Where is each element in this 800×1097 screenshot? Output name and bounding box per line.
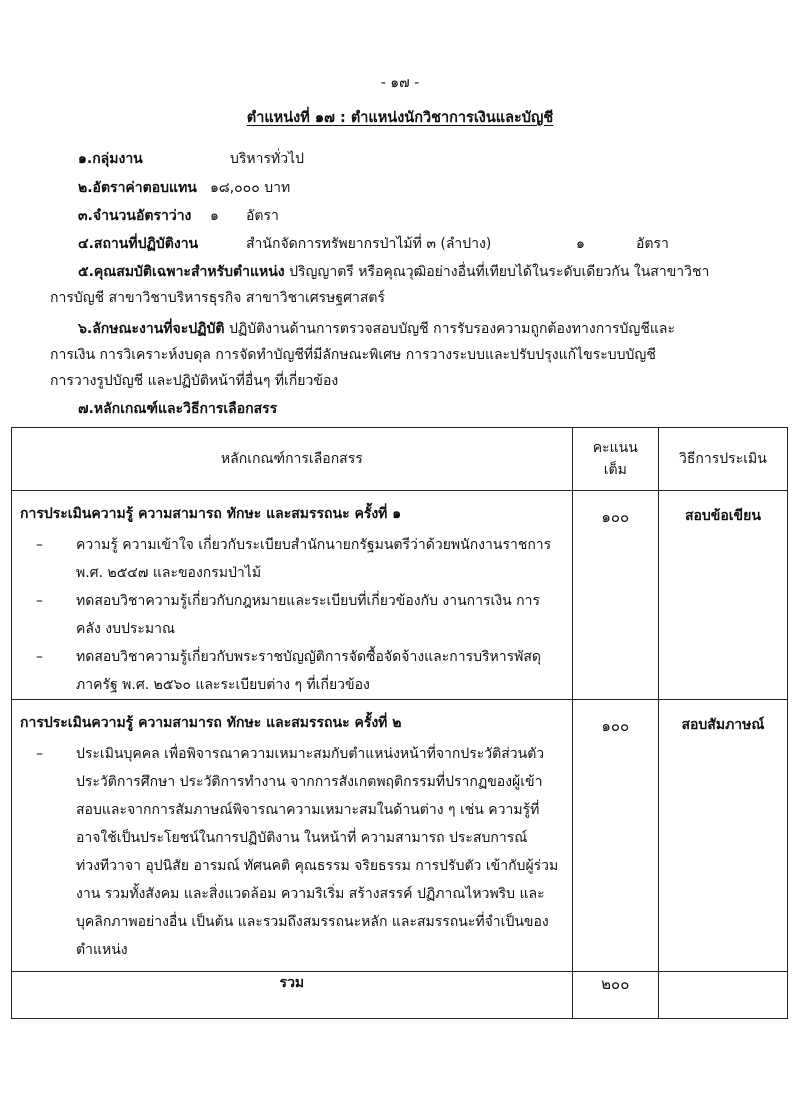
- total-method-cell: [658, 972, 787, 1019]
- field-vacancies: [78, 205, 279, 227]
- section-title: การประเมินความรู้ ความสามารถ ทักษะ และสมรรถนะ ครั้งที่ ๑: [20, 506, 402, 522]
- method-value: สอบสัมภาษณ์: [681, 717, 765, 733]
- field-workplace: [78, 233, 669, 255]
- field-qualification-line1: ปริญญาตรี หรือคุณวุฒิอย่างอื่นที่เทียบได้ในระดับเดียวกัน ในสาขาวิชา: [289, 264, 710, 280]
- field-workplace-unit: อัตรา: [636, 236, 669, 252]
- table-row: [12, 700, 788, 972]
- bullet-text: ทดสอบวิชาความรู้เกี่ยวกับพระราชบัญญัติการจัดซื้อจัดจ้างและการบริหารพัสดุภาครัฐ พ.ศ. ๒๕๖๐ และระเบียบต่าง ๆ ที่เกี่ยวข้อง: [76, 649, 542, 693]
- field-vacancies-unit: อัตรา: [246, 208, 279, 224]
- header-score: [572, 428, 658, 491]
- method-cell: [658, 700, 787, 972]
- page-number: - ๑๗ -: [380, 75, 420, 91]
- header-score-line1: คะแนน: [592, 440, 638, 456]
- method-cell: [658, 491, 787, 700]
- field-group-value: บริหารทั่วไป: [230, 151, 305, 167]
- header-criteria: หลักเกณฑ์การเลือกสรร: [12, 428, 573, 491]
- field-job-nature-line1: ปฏิบัติงานด้านการตรวจสอบบัญชี การรับรองความถูกต้องทางการบัญชีและ: [228, 321, 675, 337]
- bullet-text: ประเมินบุคคล เพื่อพิจารณาความเหมาะสมกับตำแหน่งหน้าที่จากประวัติส่วนตัว ประวัติการศึกษา ประวัติการทำงาน จากการสังเกตพฤติกรรมที่ปรากฏของผู้เข้าสอบและจากการสัมภาษณ์พิจารณาความเหมาะสมในด้านต่าง ๆ เช่น ความรู้ที่อาจใช้เป็นประโยชน์ในการปฏิบัติงาน ในหน้าที่ ความสามารถ ประสบการณ์ ท่วงทีวาจา อุปนิสัย อารมณ์ ทัศนคติ คุณธรรม จริยธรรม การปรับตัว เข้ากับผู้ร่วมงาน รวมทั้งสังคม และสิ่งแวดล้อม ความริเริ่ม สร้างสรรค์ ปฏิภาณไหวพริบ และบุคลิกภาพอย่างอื่น เป็นต้น และรวมถึงสมรรถนะหลัก และสมรรถนะที่จำเป็นของตำแหน่ง: [76, 746, 559, 958]
- field-vacancies-count: ๑: [210, 208, 219, 224]
- field-workplace-label: ๔.สถานที่ปฏิบัติงาน: [78, 236, 199, 252]
- field-qualification-label: ๕.คุณสมบัติเฉพาะสำหรับตำแหน่ง: [78, 264, 285, 280]
- criteria-table: [11, 427, 788, 1019]
- field-qualification-line2: การบัญชี สาขาวิชาบริหารธุรกิจ สาขาวิชาเศรษฐศาสตร์: [50, 290, 386, 306]
- table-header-row: [12, 428, 788, 491]
- field-job-nature: [78, 318, 675, 340]
- field-job-nature-line2: การเงิน การวิเคราะห์งบดุล การจัดทำบัญชีที่มีลักษณะพิเศษ การวางระบบและปรับปรุงแก้ไขระบบบัญชี: [50, 347, 656, 363]
- total-label: รวม: [12, 972, 573, 1019]
- field-vacancies-label: ๓.จำนวนอัตราว่าง: [78, 208, 192, 224]
- field-salary: [78, 177, 291, 199]
- field-workplace-count: ๑: [576, 236, 585, 252]
- field-salary-label: ๒.อัตราค่าตอบแทน: [78, 180, 197, 196]
- bullet-text: ทดสอบวิชาความรู้เกี่ยวกับกฎหมายและระเบียบที่เกี่ยวข้องกับ งานการเงิน การคลัง งบประมาณ: [76, 593, 541, 637]
- field-group-label: ๑.กลุ่มงาน: [78, 151, 143, 167]
- header-score-line2: เต็ม: [603, 462, 627, 478]
- criteria-heading: ๗.หลักเกณฑ์และวิธีการเลือกสรร: [78, 401, 278, 417]
- criteria-cell: [12, 491, 573, 700]
- list-item: – ทดสอบวิชาความรู้เกี่ยวกับพระราชบัญญัติการจัดซื้อจัดจ้างและการบริหารพัสดุภาครัฐ พ.ศ. ๒๕๖๐ และระเบียบต่าง ๆ ที่เกี่ยวข้อง: [36, 649, 542, 693]
- field-workplace-value: สำนักจัดการทรัพยากรป่าไม้ที่ ๓ (ลำปาง): [246, 236, 492, 252]
- score-value: ๑๐๐: [601, 717, 630, 735]
- position-title: ตำแหน่งที่ ๑๗ : ตำแหน่งนักวิชาการเงินและบัญชี: [246, 110, 554, 126]
- list-item: – ทดสอบวิชาความรู้เกี่ยวกับกฎหมายและระเบียบที่เกี่ยวข้องกับ งานการเงิน การคลัง งบประมาณ: [36, 593, 541, 637]
- field-qualification: [78, 261, 709, 283]
- score-cell: [572, 700, 658, 972]
- field-group: [78, 148, 305, 170]
- total-row: [12, 972, 788, 1019]
- header-method: วิธีการประเมิน: [658, 428, 787, 491]
- method-value: สอบข้อเขียน: [684, 508, 761, 524]
- list-item: – ความรู้ ความเข้าใจ เกี่ยวกับระเบียบสำนักนายกรัฐมนตรีว่าด้วยพนักงานราชการ พ.ศ. ๒๕๔๗ และของกรมป่าไม้: [36, 537, 552, 581]
- section-title: การประเมินความรู้ ความสามารถ ทักษะ และสมรรถนะ ครั้งที่ ๒: [20, 715, 402, 731]
- field-job-nature-line3: การวางรูปบัญชี และปฏิบัติหน้าที่อื่นๆ ที่เกี่ยวข้อง: [50, 373, 339, 389]
- total-value: ๒๐๐: [572, 972, 658, 1019]
- field-salary-value: ๑๘,๐๐๐ บาท: [210, 180, 291, 196]
- bullet-text: ความรู้ ความเข้าใจ เกี่ยวกับระเบียบสำนักนายกรัฐมนตรีว่าด้วยพนักงานราชการ พ.ศ. ๒๕๔๗ และของกรมป่าไม้: [76, 537, 552, 581]
- score-cell: [572, 491, 658, 700]
- criteria-cell: [12, 700, 573, 972]
- table-row: [12, 491, 788, 700]
- list-item: – ประเมินบุคคล เพื่อพิจารณาความเหมาะสมกับตำแหน่งหน้าที่จากประวัติส่วนตัว ประวัติการศึกษา ประวัติการทำงาน จากการสังเกตพฤติกรรมที่ปรากฏของผู้เข้าสอบและจากการสัมภาษณ์พิจารณาความเหมาะสมในด้านต่าง ๆ เช่น ความรู้ที่อาจใช้เป็นประโยชน์ในการปฏิบัติงาน ในหน้าที่ ความสามารถ ประสบการณ์ ท่วงทีวาจา อุปนิสัย อารมณ์ ทัศนคติ คุณธรรม จริยธรรม การปรับตัว เข้ากับผู้ร่วมงาน รวมทั้งสังคม และสิ่งแวดล้อม ความริเริ่ม สร้างสรรค์ ปฏิภาณไหวพริบ และบุคลิกภาพอย่างอื่น เป็นต้น และรวมถึงสมรรถนะหลัก และสมรรถนะที่จำเป็นของตำแหน่ง: [36, 746, 559, 958]
- field-job-nature-label: ๖.ลักษณะงานที่จะปฏิบัติ: [78, 321, 225, 337]
- score-value: ๑๐๐: [601, 508, 630, 526]
